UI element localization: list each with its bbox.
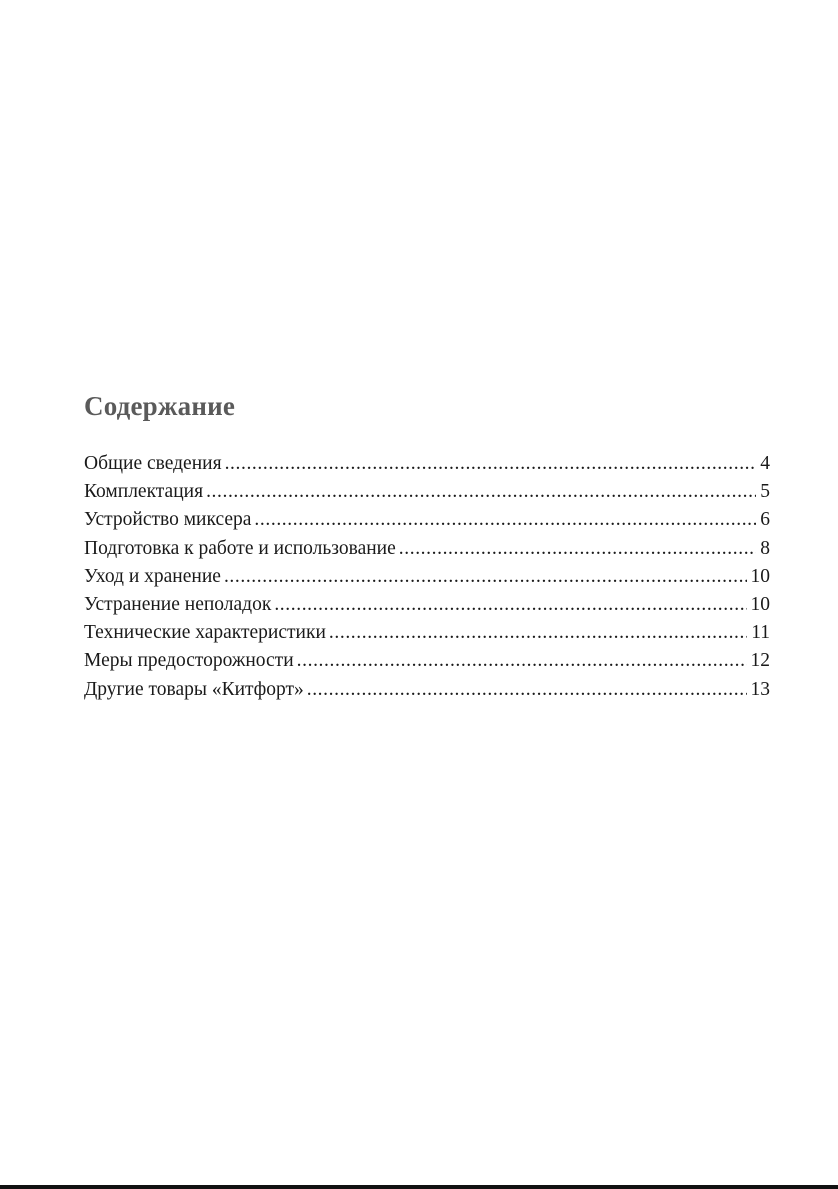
toc-entry-label: Меры предосторожности bbox=[84, 650, 294, 672]
toc-entry-safety-precautions[interactable] bbox=[84, 647, 770, 675]
toc-entry-page-number: 8 bbox=[760, 537, 770, 559]
toc-entry-label: Технические характеристики bbox=[84, 622, 326, 644]
toc-entry-package-contents[interactable] bbox=[84, 478, 770, 506]
toc-entry-specifications[interactable] bbox=[84, 619, 770, 647]
dot-leader bbox=[225, 450, 757, 478]
toc-entry-label: Общие сведения bbox=[84, 453, 222, 474]
toc-entry-page-number: 12 bbox=[750, 650, 770, 672]
toc-entry-label: Другие товары «Китфорт» bbox=[84, 678, 304, 700]
toc-entry-label: Устранение неполадок bbox=[84, 593, 272, 615]
toc-entry-mixer-design[interactable] bbox=[84, 506, 770, 534]
toc-entry-page-number: 11 bbox=[751, 622, 770, 644]
dot-leader bbox=[329, 619, 747, 647]
dot-leader bbox=[224, 563, 747, 591]
toc-entry-page-number: 13 bbox=[750, 678, 770, 700]
toc-entry-general-info[interactable] bbox=[84, 450, 770, 478]
dot-leader bbox=[206, 478, 756, 506]
toc-entry-other-products[interactable] bbox=[84, 676, 770, 704]
page-bottom-border bbox=[0, 1185, 838, 1189]
dot-leader bbox=[297, 647, 747, 675]
toc-entry-care-and-storage[interactable] bbox=[84, 563, 770, 591]
toc-entry-page-number: 4 bbox=[760, 453, 770, 474]
toc-entry-page-number: 5 bbox=[760, 481, 770, 503]
toc-entry-page-number: 10 bbox=[750, 565, 770, 587]
toc-entry-preparation-and-use[interactable] bbox=[84, 535, 770, 563]
toc-entry-page-number: 6 bbox=[760, 509, 770, 531]
toc-entry-label: Уход и хранение bbox=[84, 565, 221, 587]
page-title: Содержание bbox=[84, 391, 236, 421]
toc-entry-label: Устройство миксера bbox=[84, 509, 252, 531]
table-of-contents bbox=[84, 450, 770, 704]
dot-leader bbox=[399, 535, 756, 563]
toc-entry-label: Подготовка к работе и использование bbox=[84, 537, 396, 559]
dot-leader bbox=[274, 591, 746, 619]
toc-entry-troubleshooting[interactable] bbox=[84, 591, 770, 619]
toc-entry-label: Комплектация bbox=[84, 481, 204, 503]
dot-leader bbox=[307, 676, 747, 704]
toc-entry-page-number: 10 bbox=[750, 593, 770, 615]
dot-leader bbox=[254, 506, 756, 534]
